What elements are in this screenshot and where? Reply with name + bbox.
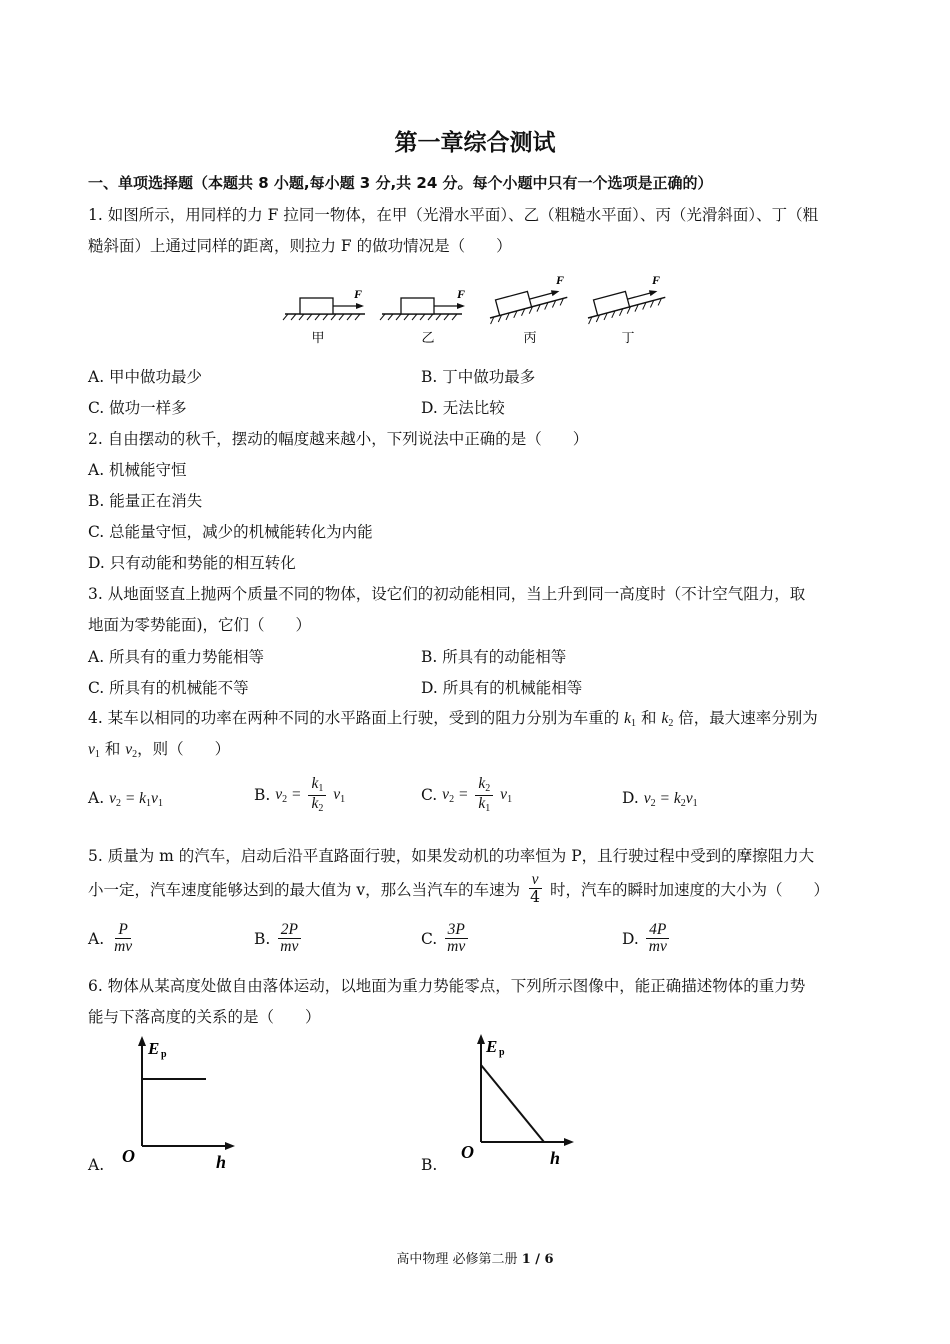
- q5-text-a: 小一定，汽车速度能够达到的最大值为 v，那么当汽车的车速为: [88, 880, 521, 899]
- q5-text-b: 时，汽车的瞬时加速度的大小为（ ）: [549, 880, 829, 899]
- q3-option-d: D. 所具有的机械能相等: [421, 679, 583, 697]
- k2-symbol: $k_2$: [661, 710, 674, 729]
- frac-num: 3P: [445, 922, 468, 939]
- q5-stem-line1: 5. 质量为 m 的汽车，启动后沿平直路面行驶，如果发动机的功率恒为 P，且行驶过程中受到的摩擦阻力大: [88, 847, 815, 865]
- q6-option-a: A.: [88, 1156, 105, 1174]
- frac-num: v: [529, 872, 542, 889]
- q5-option-a: [88, 922, 137, 956]
- q2-option-a: A. 机械能守恒: [88, 461, 187, 479]
- q4-stem-line2: [88, 737, 230, 760]
- origin-label: O: [122, 1146, 135, 1166]
- q2-stem: 2. 自由摆动的秋千，摆动的幅度越来越小，下列说法中正确的是（ ）: [88, 430, 589, 448]
- q5-stem-line2: [88, 872, 829, 906]
- q1-option-c: C. 做功一样多: [88, 399, 187, 417]
- q3-option-a: A. 所具有的重力势能相等: [88, 648, 265, 666]
- q4-text-b: 倍，最大速率分别为: [678, 709, 818, 727]
- section-heading: 一、单项选择题（本题共 8 小题,每小题 3 分,共 24 分。每个小题中只有一个选项是正确的）: [88, 174, 713, 192]
- page-title: 第一章综合测试: [394, 130, 556, 156]
- q1-figure: [280, 262, 680, 348]
- q6-graph-a: [115, 1034, 245, 1174]
- fig-bing: [485, 282, 569, 324]
- option-label: B.: [254, 929, 271, 948]
- force-label: F: [652, 273, 661, 287]
- force-label: F: [354, 287, 363, 301]
- frac-num: 2P: [278, 922, 301, 939]
- frac-den: mv: [114, 938, 133, 956]
- fig-label-bing: 丙: [523, 330, 537, 345]
- v1-symbol: $v_1$: [88, 741, 100, 760]
- axis-y-label: E: [148, 1039, 160, 1058]
- q3-option-b: B. 所具有的动能相等: [421, 648, 567, 666]
- v2-symbol: $v_2$: [125, 741, 138, 760]
- q1-stem-line1: 1. 如图所示，用同样的力 F 拉同一物体，在甲（光滑水平面）、乙（粗糙水平面）、丙（光滑斜面）、丁（粗: [88, 206, 819, 224]
- q4-option-a: A. $v_2 = k_1v_1$: [88, 789, 163, 809]
- q5-option-b: [254, 922, 303, 956]
- fig-yi: [380, 287, 465, 345]
- q2-option-b: B. 能量正在消失: [88, 492, 203, 510]
- fig-label-yi: 乙: [421, 330, 435, 345]
- q4-text-end: ，则（ ）: [137, 740, 231, 758]
- q5-option-c: [421, 922, 470, 956]
- axis-x-label: h: [550, 1148, 561, 1168]
- q4-text-a: 4. 某车以相同的功率在两种不同的水平路面上行驶，受到的阻力分别为车重的: [88, 709, 620, 727]
- q3-stem-line1: 3. 从地面竖直上抛两个质量不同的物体，设它们的初动能相同，当上升到同一高度时（不计空气阻力，取: [88, 585, 806, 603]
- fig-label-jia: 甲: [311, 330, 325, 345]
- q6-stem-line1: 6. 物体从某高度处做自由落体运动，以地面为重力势能零点，下列所示图像中，能正确描述物体的重力势: [88, 977, 806, 995]
- option-label: B.: [254, 786, 271, 804]
- q1-option-b: B. 丁中做功最多: [421, 368, 536, 386]
- q6-option-b: B.: [421, 1156, 438, 1174]
- q3-option-c: C. 所具有的机械能不等: [88, 679, 249, 697]
- page-number: 1 / 6: [521, 1252, 554, 1267]
- frac-den: mv: [648, 938, 667, 956]
- frac-den: 4: [530, 888, 540, 907]
- q4-option-d: D. $v_2 = k_2v_1$: [622, 789, 698, 809]
- force-label: F: [457, 287, 466, 301]
- option-label: C.: [421, 786, 438, 804]
- force-label: F: [556, 273, 565, 287]
- q1-option-d: D. 无法比较: [421, 399, 505, 417]
- q6-graph-b: [454, 1032, 584, 1172]
- q4-option-c: C. $v_2$ = $\frac{k_2}{k_1}$ $v_1$: [421, 775, 513, 814]
- q2-option-c: C. 总能量守恒，减少的机械能转化为内能: [88, 523, 373, 541]
- q1-option-a: A. 甲中做功最少: [88, 368, 203, 386]
- q4-stem-line1: [88, 706, 818, 729]
- q4-option-b: B. $v_2$ = $\frac{k_1}{k_2}$ $v_1$: [254, 775, 346, 814]
- origin-label: O: [461, 1142, 474, 1162]
- q4-and: 和: [640, 709, 657, 727]
- q2-option-d: D. 只有动能和势能的相互转化: [88, 554, 296, 572]
- q6-stem-line2: 能与下落高度的关系的是（ ）: [88, 1008, 321, 1026]
- option-label: A.: [88, 929, 105, 948]
- axis-x-label: h: [216, 1152, 227, 1172]
- frac-den: mv: [447, 938, 466, 956]
- k1-symbol: $k_1$: [624, 710, 637, 729]
- option-label: D.: [622, 789, 639, 807]
- axis-y-sub: p: [499, 1047, 505, 1058]
- page-footer: [0, 1248, 950, 1267]
- fig-label-ding: 丁: [621, 330, 635, 345]
- q4-and-2: 和: [104, 740, 121, 758]
- option-label: C.: [421, 929, 438, 948]
- option-label: A.: [88, 789, 105, 807]
- option-label: D.: [622, 929, 639, 948]
- q1-stem-line2: 糙斜面）上通过同样的距离，则拉力 F 的做功情况是（ ）: [88, 237, 512, 255]
- axis-y-label: E: [486, 1037, 498, 1056]
- frac-num: 4P: [646, 922, 669, 939]
- frac-num: P: [115, 922, 130, 939]
- fig-ding: [583, 282, 667, 324]
- axis-y-sub: p: [161, 1049, 167, 1060]
- q3-stem-line2: 地面为零势能面)，它们（ ）: [88, 616, 312, 634]
- fig-jia: [283, 287, 365, 345]
- q5-option-d: [622, 922, 672, 956]
- footer-text: 高中物理 必修第二册: [396, 1252, 522, 1267]
- frac-den: mv: [280, 938, 299, 956]
